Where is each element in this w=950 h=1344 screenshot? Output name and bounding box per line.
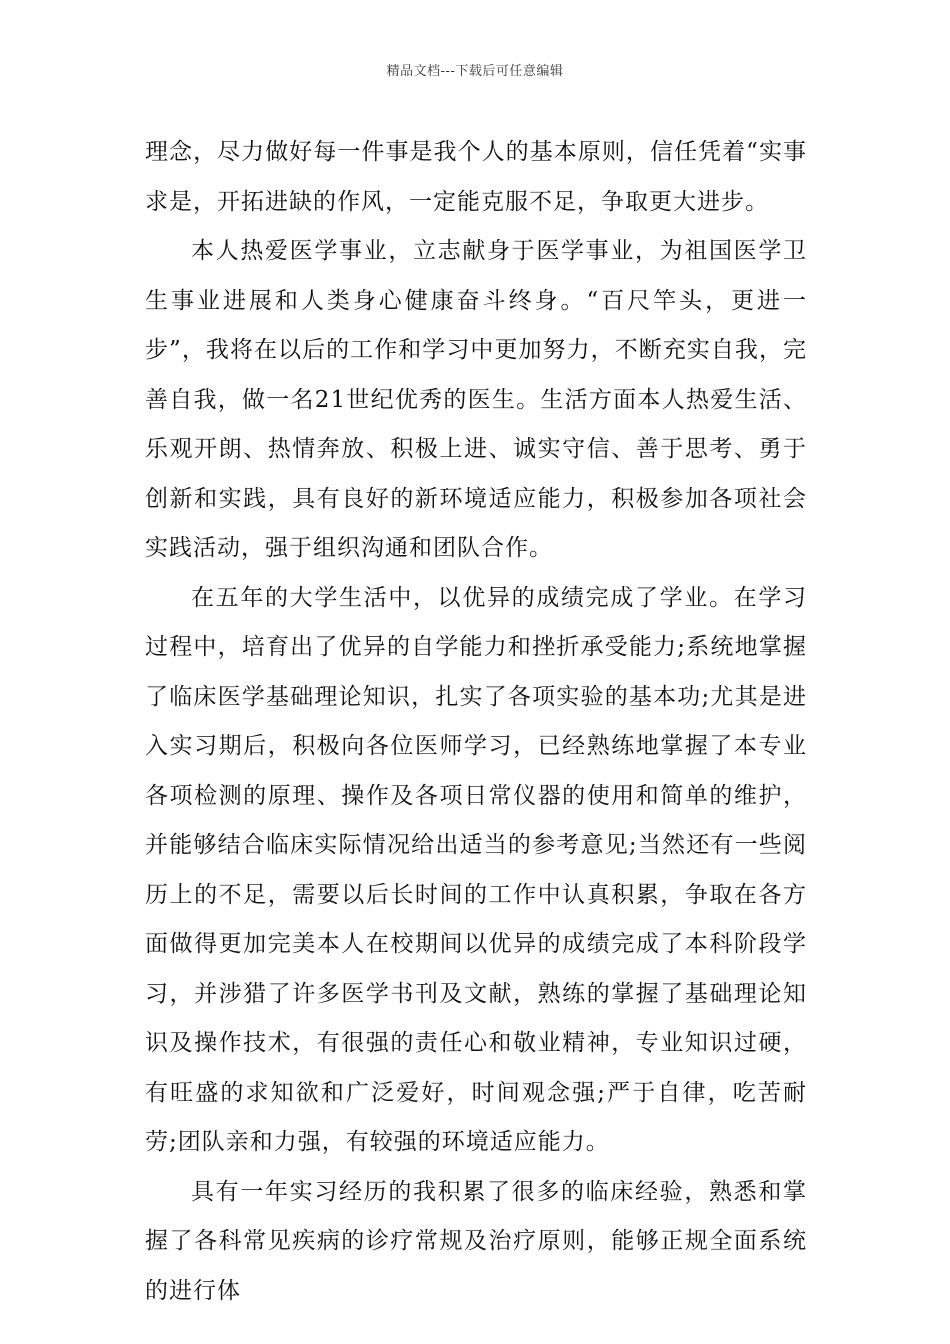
paragraph-internship: 具有一年实习经历的我积累了很多的临床经验，熟悉和掌握了各科常见疾病的诊疗常规及治疗原则，能够正规全面系统的进行体: [145, 1178, 807, 1304]
paragraph-university-study: 在五年的大学生活中，以优异的成绩完成了学业。在学习过程中，培育出了优异的自学能力和挫折承受能力;系统地掌握了临床医学基础理论知识，扎实了各项实验的基本功;尤其是进入实习期后，积极向各位医师学习，已经熟练地掌握了本专业各项检测的原理、操作及各项日常仪器的使用和简单的维护，并能够结合临床实际情况给出适当的参考意见;当然还有一些阅历上的不足，需要以后长时间的工作中认真积累，争取在各方面做得更加完美本人在校期间以优异的成绩完成了本科阶段学习，并涉猎了许多医学书刊及文献，熟练的掌握了基础理论知识及操作技术，有很强的责任心和敬业精神，专业知识过硬，有旺盛的求知欲和广泛爱好，时间观念强;严于自律，吃苦耐劳;团队亲和力强，有较强的环境适应能力。: [145, 584, 807, 1155]
paragraph-continuation: 理念，尽力做好每一件事是我个人的基本原则，信任凭着“实事求是，开拓进缺的作风，一定能克服不足，争取更大进步。: [145, 139, 807, 215]
page-header: 精品文档---下载后可任意编辑: [386, 64, 564, 79]
paragraph-career-goals: 本人热爱医学事业，立志献身于医学事业，为祖国医学卫生事业进展和人类身心健康奋斗终身。“百尺竿头，更进一步”，我将在以后的工作和学习中更加努力，不断充实自我，完善自我，做一名21世纪优秀的医生。生活方面本人热爱生活、乐观开朗、热情奔放、积极上进、诚实守信、善于思考、勇于创新和实践，具有良好的新环境适应能力，积极参加各项社会实践活动，强于组织沟通和团队合作。: [145, 238, 807, 561]
document-body: [145, 128, 807, 1316]
